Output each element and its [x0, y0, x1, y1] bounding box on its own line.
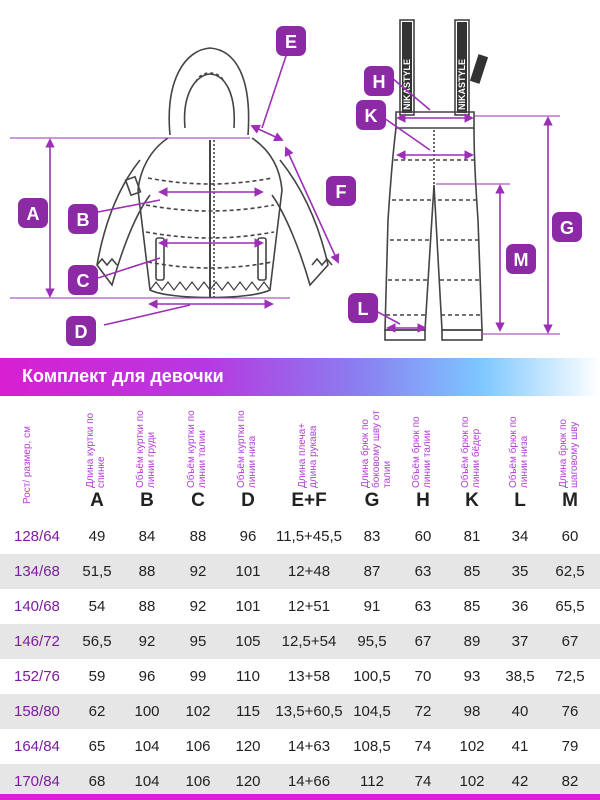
value-cell: 100,5	[353, 668, 391, 685]
value-cell: 34	[511, 528, 529, 545]
value-cell: 104,5	[353, 703, 391, 720]
badge-e	[276, 26, 306, 56]
badge-k	[356, 100, 386, 130]
value-cell: 112	[360, 773, 384, 790]
value-cell: 89	[463, 633, 481, 650]
value-cell: 85	[463, 563, 481, 580]
column-letter: H	[416, 490, 430, 511]
value-cell: 63	[414, 598, 432, 615]
size-cell: 140/68	[14, 598, 60, 615]
badge-c	[68, 265, 98, 295]
size-cell: 152/76	[14, 668, 60, 685]
value-cell: 92	[189, 598, 207, 615]
value-cell: 102	[459, 738, 485, 755]
value-cell: 62	[88, 703, 106, 720]
badge-b-text: B	[76, 210, 90, 230]
value-cell: 93	[463, 668, 481, 685]
size-cell: 128/64	[14, 528, 60, 545]
column-letter: D	[241, 490, 255, 511]
column-description: Объём брюк по линии низа	[508, 416, 530, 488]
value-cell: 92	[138, 633, 156, 650]
value-cell: 37	[511, 633, 529, 650]
value-cell: 104	[134, 738, 160, 755]
bottom-accent-bar	[0, 794, 600, 800]
size-cell: 146/72	[14, 633, 60, 650]
value-cell: 42	[511, 773, 529, 790]
badge-d	[66, 316, 96, 346]
badge-h	[364, 66, 394, 96]
value-cell: 12+48	[287, 563, 331, 580]
value-cell: 81	[463, 528, 481, 545]
value-cell: 88	[189, 528, 207, 545]
badge-d-text: D	[74, 322, 88, 342]
value-cell: 102	[459, 773, 485, 790]
badge-g	[552, 212, 582, 242]
value-cell: 36	[511, 598, 529, 615]
table-row	[0, 694, 600, 729]
column-letter: E+F	[291, 490, 327, 511]
column-letter: M	[562, 490, 578, 511]
badge-f-text: F	[335, 182, 347, 202]
badge-m-text: M	[513, 250, 529, 270]
value-cell: 84	[138, 528, 156, 545]
badge-b	[68, 204, 98, 234]
badge-h-text: H	[372, 72, 386, 92]
value-cell: 76	[561, 703, 579, 720]
column-letter: B	[140, 490, 154, 511]
size-column-header: Рост/ размер, см	[22, 426, 33, 504]
value-cell: 13,5+60,5	[275, 703, 343, 720]
badge-f	[326, 176, 356, 206]
value-cell: 12,5+54	[281, 633, 337, 650]
badge-l	[348, 293, 378, 323]
column-description: Объём куртки по линии низа	[236, 410, 258, 488]
value-cell: 120	[235, 738, 261, 755]
column-description: Объём брюк по линии талии	[411, 416, 433, 488]
size-diagram	[0, 0, 600, 358]
value-cell: 51,5	[82, 563, 112, 580]
column-description: Длина брюк по боковому шву от талии	[360, 410, 393, 488]
column-description: Длина плеча+ длина рукава	[297, 422, 319, 488]
value-cell: 82	[561, 773, 579, 790]
value-cell: 65,5	[555, 598, 585, 615]
column-letter: G	[364, 490, 380, 511]
value-cell: 14+66	[287, 773, 331, 790]
value-cell: 40	[511, 703, 529, 720]
value-cell: 108,5	[353, 738, 391, 755]
value-cell: 96	[239, 528, 257, 545]
value-cell: 110	[236, 668, 260, 685]
value-cell: 74	[414, 773, 432, 790]
value-cell: 56,5	[82, 633, 112, 650]
badge-a	[18, 198, 48, 228]
value-cell: 72	[414, 703, 432, 720]
value-cell: 74	[414, 738, 432, 755]
value-cell: 96	[138, 668, 156, 685]
value-cell: 87	[363, 563, 381, 580]
table-row	[0, 519, 600, 554]
column-letter: L	[514, 490, 526, 511]
size-cell: 158/80	[14, 703, 60, 720]
value-cell: 99	[189, 668, 207, 685]
value-cell: 92	[189, 563, 207, 580]
value-cell: 102	[185, 703, 211, 720]
value-cell: 41	[511, 738, 529, 755]
value-cell: 100	[134, 703, 160, 720]
value-cell: 35	[511, 563, 529, 580]
badge-g-text: G	[559, 218, 575, 238]
pants-drawing	[385, 20, 488, 340]
value-cell: 85	[463, 598, 481, 615]
value-cell: 106	[185, 738, 211, 755]
value-cell: 60	[414, 528, 432, 545]
suspender-brand-right: NIKASTYLE	[457, 58, 467, 110]
column-description: Длина куртки по спинке	[85, 412, 107, 488]
badge-l-text: L	[357, 299, 369, 319]
value-cell: 38,5	[505, 668, 535, 685]
value-cell: 88	[138, 563, 156, 580]
size-cell: 164/84	[14, 738, 60, 755]
badge-c-text: C	[76, 271, 90, 291]
value-cell: 115	[236, 703, 260, 720]
value-cell: 91	[363, 598, 381, 615]
column-letter: C	[191, 490, 205, 511]
size-cell: 134/68	[14, 563, 60, 580]
column-description: Длина брюк по шаговому шву	[558, 419, 580, 488]
value-cell: 83	[363, 528, 381, 545]
table-row	[0, 624, 600, 659]
value-cell: 101	[235, 598, 261, 615]
value-cell: 95,5	[357, 633, 387, 650]
value-cell: 60	[561, 528, 579, 545]
value-cell: 98	[463, 703, 481, 720]
value-cell: 70	[414, 668, 432, 685]
column-letter: K	[465, 490, 479, 511]
value-cell: 79	[561, 738, 579, 755]
value-cell: 106	[185, 773, 211, 790]
value-cell: 63	[414, 563, 432, 580]
value-cell: 13+58	[287, 668, 331, 685]
badge-m	[506, 244, 536, 274]
value-cell: 95	[189, 633, 207, 650]
banner-title: Комплект для девочки	[22, 366, 224, 386]
column-description: Объём брюк по линии бёдер	[460, 416, 482, 488]
column-letter: A	[90, 490, 104, 511]
column-description: Объём куртки по линии талии	[186, 410, 208, 488]
value-cell: 105	[235, 633, 261, 650]
value-cell: 72,5	[555, 668, 585, 685]
size-cell: 170/84	[14, 773, 60, 790]
value-cell: 101	[235, 563, 261, 580]
badge-e-text: E	[284, 32, 298, 52]
value-cell: 88	[138, 598, 156, 615]
title-banner	[0, 358, 600, 396]
value-cell: 12+51	[287, 598, 331, 615]
table-row	[0, 659, 600, 694]
value-cell: 104	[134, 773, 160, 790]
value-cell: 62,5	[555, 563, 585, 580]
table-row	[0, 729, 600, 764]
value-cell: 11,5+45,5	[275, 528, 343, 545]
value-cell: 49	[88, 528, 106, 545]
table-row	[0, 554, 600, 589]
column-description: Объём куртки по линии груди	[135, 410, 157, 488]
value-cell: 120	[235, 773, 261, 790]
badge-a-text: A	[26, 204, 40, 224]
value-cell: 67	[414, 633, 432, 650]
suspender-brand-left: NIKASTYLE	[402, 58, 412, 110]
table-row	[0, 589, 600, 624]
value-cell: 65	[88, 738, 106, 755]
value-cell: 68	[88, 773, 106, 790]
value-cell: 67	[561, 633, 579, 650]
badge-k-text: K	[364, 106, 378, 126]
value-cell: 14+63	[287, 738, 331, 755]
value-cell: 54	[88, 598, 106, 615]
value-cell: 59	[88, 668, 106, 685]
